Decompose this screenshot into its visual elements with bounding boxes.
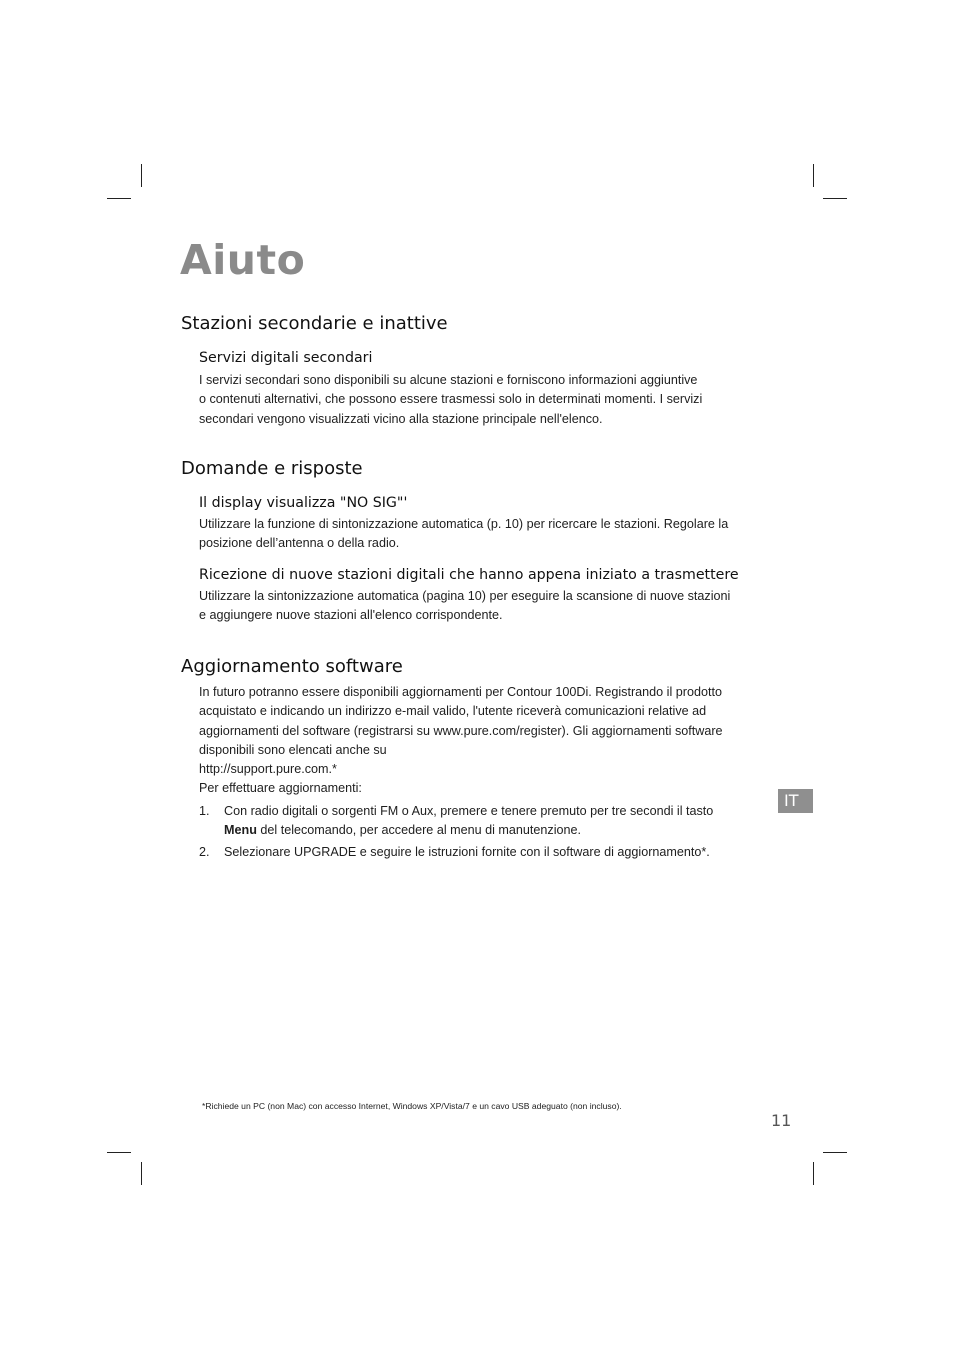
paragraph-line: secondari vengono visualizzati vicino alla stazione principale nell'elenco. <box>199 411 603 426</box>
section-faq <box>181 456 771 625</box>
list-item <box>199 843 771 862</box>
paragraph-line: aggiornamenti del software (registrarsi su www.pure.com/register). Gli aggiornamenti software <box>199 723 723 738</box>
crop-mark-top-left-horizontal <box>107 198 131 199</box>
step-text-continued <box>224 821 771 840</box>
section-secondary-stations <box>181 311 771 429</box>
faq-item-new-stations <box>199 564 771 626</box>
step-text: Selezionare UPGRADE e seguire le istruzioni fornite con il software di aggiornamento*. <box>224 845 710 860</box>
list-item <box>199 802 771 841</box>
paragraph-line: disponibili sono elencati anche su <box>199 742 387 757</box>
crop-mark-top-left-vertical <box>141 164 142 187</box>
page-title: Aiuto <box>180 236 306 284</box>
paragraph-line: Per effettuare aggiornamenti: <box>199 781 362 796</box>
footnote: *Richiede un PC (non Mac) con accesso Internet, Windows XP/Vista/7 e un cavo USB adeguato (non incluso). <box>202 1101 622 1111</box>
secondary-services-block <box>199 347 771 429</box>
update-steps-list <box>199 802 771 863</box>
step-text: del telecomando, per accedere al menu di manutenzione. <box>256 823 582 838</box>
step-number: 2. <box>199 845 210 860</box>
menu-key-label: Menu <box>224 823 257 838</box>
crop-mark-bottom-left-vertical <box>141 1162 142 1185</box>
paragraph-line: Utilizzare la sintonizzazione automatica (pagina 10) per eseguire la scansione di nuove stazioni <box>199 588 731 603</box>
section-software-update <box>181 654 771 866</box>
faq-question: Ricezione di nuove stazioni digitali che hanno appena iniziato a trasmettere <box>199 566 739 583</box>
subsection-heading: Servizi digitali secondari <box>199 350 373 366</box>
paragraph-line: o contenuti alternativi, che possono essere trasmessi solo in determinati momenti. I servizi <box>199 392 703 407</box>
step-text: Con radio digitali o sorgenti FM o Aux, premere e tenere premuto per tre secondi il tasto <box>224 803 714 818</box>
faq-answer <box>199 587 771 626</box>
language-tab: IT <box>778 789 813 813</box>
section-heading: Domande e risposte <box>181 458 363 479</box>
paragraph-line: Utilizzare la funzione di sintonizzazione automatica (p. 10) per ricercare le stazioni. Regolare la <box>199 517 729 531</box>
crop-mark-bottom-left-horizontal <box>107 1152 131 1153</box>
faq-question: Il display visualizza "NO SIG"' <box>199 495 408 511</box>
crop-mark-bottom-right-horizontal <box>823 1152 847 1153</box>
paragraph-line: In futuro potranno essere disponibili aggiornamenti per Contour 100Di. Registrando il prodotto <box>199 685 722 699</box>
faq-answer <box>199 515 771 554</box>
section-heading: Aggiornamento software <box>181 656 403 677</box>
software-update-block <box>199 683 771 863</box>
paragraph-line: e aggiungere nuove stazioni all'elenco corrispondente. <box>199 607 503 622</box>
faq-item-no-sig <box>199 492 771 554</box>
crop-mark-top-right-vertical <box>813 164 814 187</box>
paragraph-line: posizione dell’antenna o della radio. <box>199 536 400 551</box>
crop-mark-top-right-horizontal <box>823 198 847 199</box>
section-heading: Stazioni secondarie e inattive <box>181 313 448 334</box>
paragraph-line: I servizi secondari sono disponibili su alcune stazioni e forniscono informazioni aggiuntive <box>199 373 698 387</box>
step-number: 1. <box>199 803 210 818</box>
crop-mark-bottom-right-vertical <box>813 1162 814 1185</box>
page-number: 11 <box>771 1111 792 1130</box>
paragraph-line: acquistato e indicando un indirizzo e-mail valido, l'utente riceverà comunicazioni relative ad <box>199 704 707 719</box>
paragraph <box>199 683 771 799</box>
support-link-text: http://support.pure.com.* <box>199 762 337 777</box>
paragraph <box>199 371 771 429</box>
